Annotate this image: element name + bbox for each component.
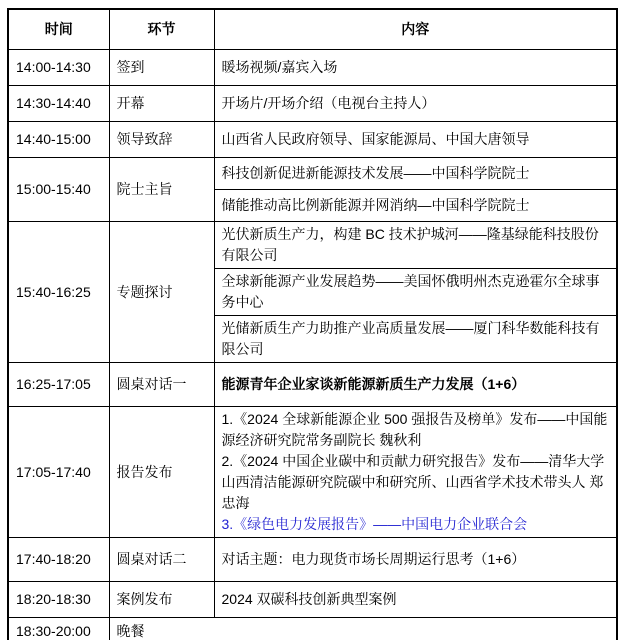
stage-cell: 开幕: [109, 86, 214, 122]
content-cell: 全球新能源产业发展趋势——美国怀俄明州杰克逊霍尔全球事务中心: [214, 269, 617, 316]
content-cell: 对话主题：电力现货市场长周期运行思考（1+6）: [214, 538, 617, 582]
agenda-table: [7, 8, 618, 640]
content-cell: 2024 双碳科技创新典型案例: [214, 582, 617, 618]
content-cell: [214, 407, 617, 538]
table-row: [8, 122, 617, 158]
stage-cell: 院士主旨: [109, 158, 214, 222]
table-row: [8, 222, 617, 269]
content-cell: 光储新质生产力助推产业高质量发展——厦门科华数能科技有限公司: [214, 316, 617, 363]
stage-cell: 晚餐: [109, 618, 617, 640]
table-row: [8, 158, 617, 190]
report-item: 2.《2024 中国企业碳中和贡献力研究报告》发布——清华大学山西清洁能源研究院碳中和研究所、山西省学术技术带头人 郑忠海: [221, 453, 605, 511]
content-cell: 科技创新促进新能源技术发展——中国科学院院士: [214, 158, 617, 190]
table-row: [8, 582, 617, 618]
report-item: 1.《2024 全球新能源企业 500 强报告及榜单》发布——中国能源经济研究院常务副院长 魏秋利: [221, 411, 608, 448]
table-row: [8, 538, 617, 582]
stage-cell: 圆桌对话一: [109, 363, 214, 407]
time-cell: 18:30-20:00: [8, 618, 109, 640]
content-cell: 光伏新质生产力，构建 BC 技术护城河——隆基绿能科技股份有限公司: [214, 222, 617, 269]
time-cell: 14:30-14:40: [8, 86, 109, 122]
content-cell: 暖场视频/嘉宾入场: [214, 50, 617, 86]
stage-cell: 专题探讨: [109, 222, 214, 363]
stage-cell: 案例发布: [109, 582, 214, 618]
content-cell: 储能推动高比例新能源并网消纳—中国科学院院士: [214, 190, 617, 222]
column-header-content: 内容: [214, 9, 617, 50]
time-cell: 15:40-16:25: [8, 222, 109, 363]
time-cell: 18:20-18:30: [8, 582, 109, 618]
header-row: [8, 9, 617, 50]
time-cell: 17:40-18:20: [8, 538, 109, 582]
table-row: [8, 407, 617, 538]
content-cell: 开场片/开场介绍（电视台主持人）: [214, 86, 617, 122]
table-row: [8, 363, 617, 407]
stage-cell: 报告发布: [109, 407, 214, 538]
stage-cell: 签到: [109, 50, 214, 86]
column-header-time: 时间: [8, 9, 109, 50]
content-cell: 能源青年企业家谈新能源新质生产力发展（1+6）: [214, 363, 617, 407]
stage-cell: 圆桌对话二: [109, 538, 214, 582]
time-cell: 17:05-17:40: [8, 407, 109, 538]
stage-cell: 领导致辞: [109, 122, 214, 158]
time-cell: 14:40-15:00: [8, 122, 109, 158]
table-row: [8, 86, 617, 122]
column-header-stage: 环节: [109, 9, 214, 50]
table-row: [8, 50, 617, 86]
report-link[interactable]: 3.《绿色电力发展报告》——中国电力企业联合会: [221, 516, 528, 532]
time-cell: 14:00-14:30: [8, 50, 109, 86]
time-cell: 15:00-15:40: [8, 158, 109, 222]
table-row: [8, 618, 617, 640]
content-cell: 山西省人民政府领导、国家能源局、中国大唐领导: [214, 122, 617, 158]
time-cell: 16:25-17:05: [8, 363, 109, 407]
